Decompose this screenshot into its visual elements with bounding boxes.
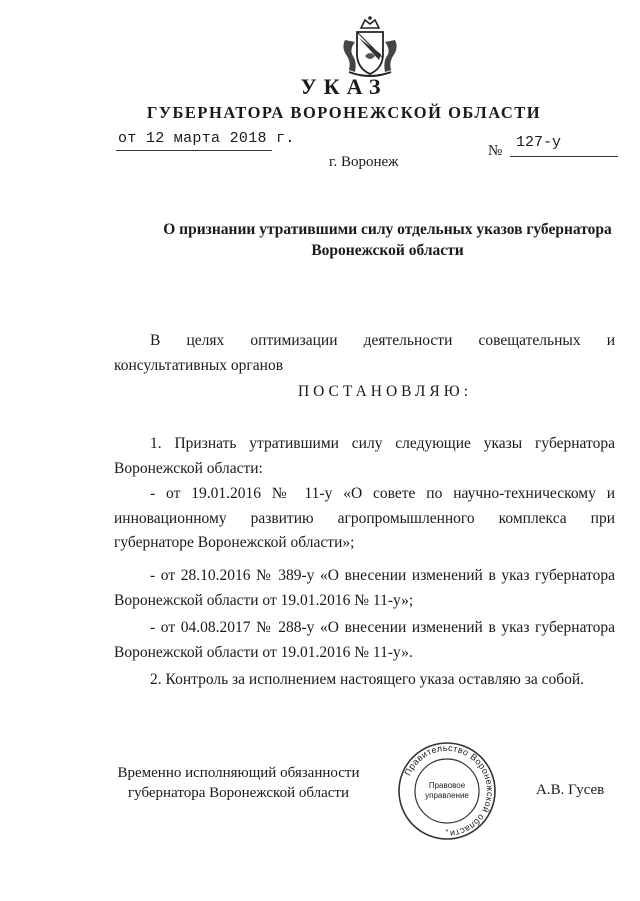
date-underline — [116, 150, 272, 151]
decree-word: ПОСТАНОВЛЯЮ: — [297, 383, 473, 400]
stamp-outer-text: Правительство Воронежской области — [402, 742, 496, 839]
clause-1: 1. Признать утратившими силу следующие указы губернатора Воронежской области: — [114, 435, 615, 477]
number-underline — [510, 156, 618, 157]
signatory-position-line2: губернатора Воронежской области — [128, 785, 349, 801]
document-issuer: ГУБЕРНАТОРА ВОРОНЕЖСКОЙ ОБЛАСТИ — [146, 103, 542, 122]
clause-1-item-2: - от 28.10.2016 № 389-у «О внесении изменений в указ губернатора Воронежской области от 19.01.2016 № 11-у»; — [114, 567, 615, 609]
clause-1-item-3: - от 04.08.2017 № 288-у «О внесении изменений в указ губернатора Воронежской области от 19.01.2016 № 11-у». — [114, 619, 615, 661]
stamp-inner-line2: управление — [425, 791, 469, 800]
signatory-position — [116, 763, 361, 803]
city-name: г. Воронеж — [329, 154, 399, 170]
decree-date: от 12 марта 2018 г. — [118, 130, 295, 147]
clause-1-item-1: - от 19.01.2016 № 11-у «О совете по научно-техническому и инновационному развитию агропромышленного комплекса при губернаторе Воронежской области»; — [114, 485, 615, 551]
decree-number: 127-у — [516, 134, 562, 151]
number-sign: № — [488, 143, 503, 159]
svg-text:*: * — [445, 829, 449, 836]
preamble-paragraph: В целях оптимизации деятельности совещательных и консультативных органов — [114, 332, 615, 374]
signatory-position-line1: Временно исполняющий обязанности — [117, 765, 360, 781]
clause-2: 2. Контроль за исполнением настоящего указа оставляю за собой. — [150, 671, 585, 688]
official-stamp — [397, 741, 497, 841]
stamp-inner-line1: Правовое — [428, 781, 466, 790]
signatory-name: А.В. Гусев — [536, 782, 605, 798]
decree-subject: О признании утратившими силу отдельных указов губернатора Воронежской области — [163, 221, 612, 259]
coat-of-arms-emblem — [335, 14, 405, 80]
document-title: УКАЗ — [300, 74, 388, 99]
